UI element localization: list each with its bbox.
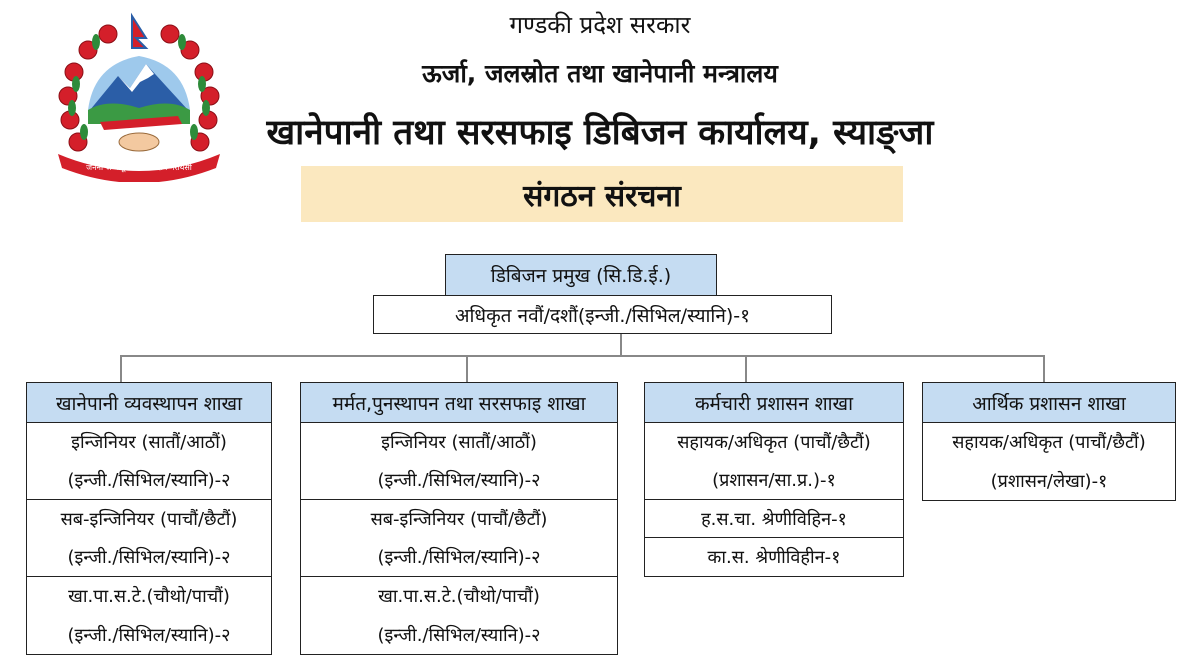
branch-header: आर्थिक प्रशासन शाखा — [923, 383, 1175, 423]
post-cell — [301, 500, 617, 577]
connector-branch-1 — [120, 355, 122, 382]
post-title: का.स. श्रेणीविहीन-१ — [707, 547, 841, 568]
nepal-emblem-icon — [48, 12, 230, 182]
post-detail: (प्रशासन/सा.प्र.)-१ — [712, 470, 836, 491]
branch-personnel-admin — [644, 382, 904, 577]
post-cell — [301, 577, 617, 654]
post-detail: (इन्जी./सिभिल/स्यानि)-२ — [377, 470, 541, 491]
division-head-box — [445, 254, 717, 296]
post-title: खा.पा.स.टे.(चौथो/पाचौं) — [378, 586, 540, 608]
post-cell — [301, 423, 617, 500]
post-cell — [645, 423, 903, 500]
branch-header: खानेपानी व्यवस्थापन शाखा — [27, 383, 271, 423]
page-title: संगठन संरचना — [523, 178, 681, 214]
post-cell — [27, 500, 271, 577]
post-detail: (इन्जी./सिभिल/स्यानि)-२ — [67, 470, 231, 491]
branch-financial-admin — [922, 382, 1176, 501]
post-detail: (इन्जी./सिभिल/स्यानि)-२ — [377, 624, 541, 646]
connector-horizontal — [120, 355, 1044, 357]
division-head-post — [373, 295, 832, 334]
post-cell — [27, 577, 271, 654]
office-name: खानेपानी तथा सरसफाइ डिबिजन कार्यालय, स्याङ्जा — [266, 113, 934, 153]
branch-water-management — [26, 382, 272, 655]
branch-header: कर्मचारी प्रशासन शाखा — [645, 383, 903, 423]
title-banner — [301, 166, 903, 222]
connector-vertical-main — [620, 334, 622, 356]
post-title: सब-इन्जिनियर (पाचौं/छैटौं) — [370, 509, 548, 530]
connector-branch-2 — [466, 355, 468, 382]
post-detail: (प्रशासन/लेखा)-१ — [990, 470, 1108, 492]
post-title: सहायक/अधिकृत (पाचौं/छैटौं) — [952, 432, 1146, 454]
ministry-name: ऊर्जा, जलस्रोत तथा खानेपानी मन्त्रालय — [422, 59, 778, 88]
post-detail: (इन्जी./सिभिल/स्यानि)-२ — [377, 547, 541, 568]
emblem-motto: जननी जन्मभूमिश्च स्वर्गादपि गरीयसी — [86, 163, 192, 172]
post-title: खा.पा.स.टे.(चौथो/पाचौं) — [68, 586, 230, 608]
post-cell — [923, 423, 1175, 500]
division-head-label: डिबिजन प्रमुख (सि.डि.ई.) — [490, 265, 672, 287]
connector-branch-3 — [745, 355, 747, 382]
post-cell — [645, 500, 903, 538]
post-title: इन्जिनियर (सातौं/आठौं) — [381, 432, 537, 453]
division-head-post-label: अधिकृत नवौं/दशौं(इन्जी./सिभिल/स्यानि)-१ — [454, 304, 751, 327]
connector-branch-4 — [1043, 355, 1045, 382]
post-cell — [645, 538, 903, 576]
post-title: सहायक/अधिकृत (पाचौं/छैटौं) — [677, 432, 871, 453]
post-title: सब-इन्जिनियर (पाचौं/छैटौं) — [60, 509, 238, 530]
government-name: गण्डकी प्रदेश सरकार — [509, 11, 691, 39]
branch-header: मर्मत,पुनस्थापन तथा सरसफाइ शाखा — [301, 383, 617, 423]
post-detail: (इन्जी./सिभिल/स्यानि)-२ — [67, 547, 231, 568]
branch-repair-sanitation — [300, 382, 618, 655]
post-cell — [27, 423, 271, 500]
post-title: इन्जिनियर (सातौं/आठौं) — [71, 432, 227, 453]
post-title: ह.स.चा. श्रेणीविहिन-१ — [701, 508, 847, 530]
post-detail: (इन्जी./सिभिल/स्यानि)-२ — [67, 624, 231, 646]
